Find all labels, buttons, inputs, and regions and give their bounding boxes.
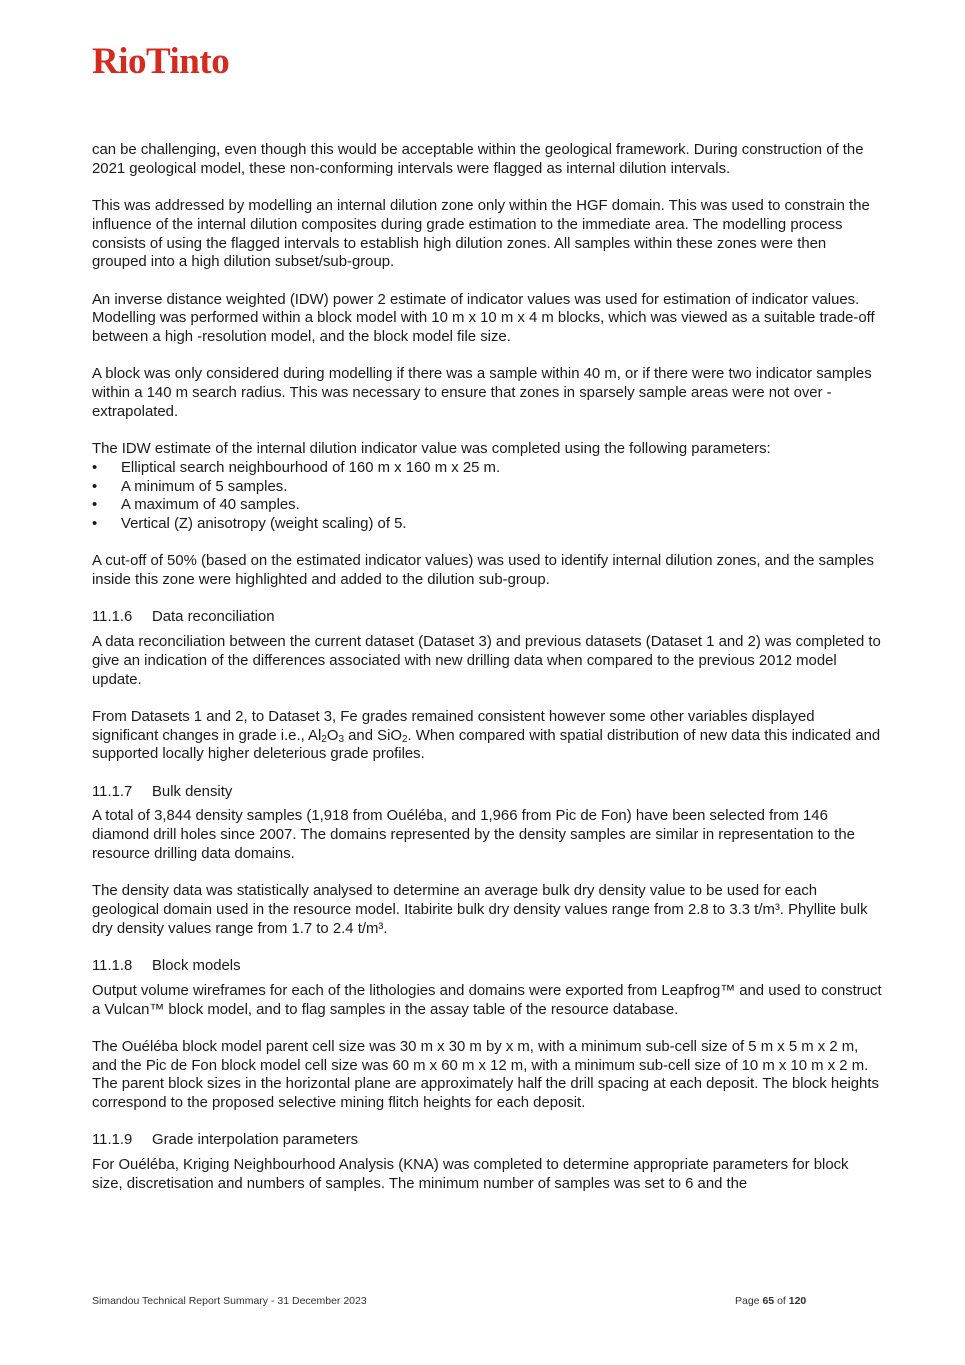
paragraph: A block was only considered during modelling if there was a sample within 40 m, or if there were two indicator samples within a 140 m search radius. This was necessary to ensure that zones in sparsely sample areas were not over -extrapolated. bbox=[92, 366, 872, 420]
subscript: 2 bbox=[321, 733, 327, 745]
list-item: • A minimum of 5 samples. bbox=[92, 478, 882, 497]
footer-document-title: Simandou Technical Report Summary - 31 December 2023 bbox=[92, 1295, 367, 1307]
section-number: 11.1.6 bbox=[92, 609, 133, 626]
page-label: Page bbox=[735, 1295, 760, 1307]
text-run: and SiO bbox=[344, 727, 402, 744]
text-run: From Datasets 1 and 2, to Dataset 3, Fe grades remained consistent however some other variables displayed significant changes in grade i.e., Al bbox=[92, 708, 815, 744]
section-heading-grade-interpolation bbox=[92, 1131, 882, 1150]
rio-tinto-logo: RioTinto bbox=[92, 41, 230, 82]
section-title: Block models bbox=[152, 958, 241, 974]
paragraph: A data reconciliation between the current dataset (Dataset 3) and previous datasets (Dataset 1 and 2) was completed to give an indication of the differences associated with new drilling data when compared to the previous 2012 model update. bbox=[92, 634, 881, 688]
text-run: O bbox=[326, 727, 339, 744]
section-heading-data-reconciliation bbox=[92, 608, 882, 627]
paragraph: can be challenging, even though this would be acceptable within the geological framework. During construction of the 2021 geological model, these non-conforming intervals were flagged as internal dilution intervals. bbox=[92, 142, 864, 177]
page-current: 65 bbox=[762, 1295, 775, 1307]
section-heading-block-models bbox=[92, 957, 882, 976]
section-title: Grade interpolation parameters bbox=[152, 1132, 359, 1149]
document-body bbox=[92, 141, 882, 1212]
subscript: 2 bbox=[401, 733, 408, 745]
text-run: . When compared with spatial distribution of new data this indicated and supported locally higher deleterious grade profiles. bbox=[92, 727, 881, 763]
paragraph: Output volume wireframes for each of the lithologies and domains were exported from Leapfrog™ and used to construct a Vulcan™ block model, and to flag samples in the assay table of the resource database. bbox=[92, 982, 882, 1018]
page-of: of bbox=[777, 1295, 786, 1307]
paragraph: The IDW estimate of the internal dilution indicator value was completed using the following parameters: bbox=[92, 441, 771, 458]
paragraph: For Ouéléba, Kriging Neighbourhood Analysis (KNA) was completed to determine appropriate parameters for block size, discretisation and numbers of samples. The minimum number of samples was set to 6 and the bbox=[92, 1157, 849, 1192]
page-number bbox=[735, 1295, 806, 1307]
paragraph: The density data was statistically analysed to determine an average bulk dry density value to be used for each geological domain used in the resource model. Itabirite bulk dry density values range from 2.8 to 3.3 t/m³. Phyllite bulk dry density values range from 1.7 to 2.4 t/m³. bbox=[92, 883, 868, 937]
paragraph bbox=[92, 708, 882, 764]
subscript: 3 bbox=[338, 733, 345, 745]
list-item: • Elliptical search neighbourhood of 160 m x 160 m x 25 m. bbox=[92, 459, 882, 478]
paragraph: The Ouéléba block model parent cell size was 30 m x 30 m by x m, with a minimum sub-cell size of 5 m x 5 m x 2 m, and the Pic de Fon block model cell size was 60 m x 60 m x 12 m, with a minimum sub-cell size of 10 m x 10 m x 2 m. The parent block sizes in the horizontal plane are approximately half the drill spacing at each deposit. The block heights correspond to the proposed selective mining flitch heights for each deposit. bbox=[92, 1038, 879, 1112]
list-item: • Vertical (Z) anisotropy (weight scaling) of 5. bbox=[92, 515, 882, 534]
section-heading-bulk-density bbox=[92, 783, 882, 802]
list-item: • A maximum of 40 samples. bbox=[92, 496, 882, 515]
section-title: Data reconciliation bbox=[152, 609, 275, 626]
parameter-list bbox=[92, 459, 882, 534]
paragraph: This was addressed by modelling an internal dilution zone only within the HGF domain. This was used to constrain the influence of the internal dilution composites during grade estimation to the immediate area. The modelling process consists of using the flagged intervals to establish high dilution zones. All samples within these zones were then grouped into a high dilution subset/sub-group. bbox=[92, 197, 870, 271]
section-number: 11.1.8 bbox=[92, 958, 133, 974]
page-footer bbox=[92, 1295, 812, 1307]
paragraph: An inverse distance weighted (IDW) power 2 estimate of indicator values was used for estimation of indicator values. Modelling was performed within a block model with 10 m x 10 m x 4 m blocks, which was viewed as a suitable trade-off between a high -resolution model, and the block model file size. bbox=[92, 291, 875, 346]
paragraph: A total of 3,844 density samples (1,918 from Ouéléba, and 1,966 from Pic de Fon) have been selected from 146 diamond drill holes since 2007. The domains represented by the density samples are similar in representation to the resource drilling data domains. bbox=[92, 808, 855, 863]
section-title: Bulk density bbox=[152, 783, 233, 800]
section-number: 11.1.9 bbox=[92, 1132, 133, 1149]
page-total: 120 bbox=[788, 1295, 807, 1307]
paragraph: A cut-off of 50% (based on the estimated indicator values) was used to identify internal dilution zones, and the samples inside this zone were highlighted and added to the dilution sub-group. bbox=[92, 553, 874, 589]
section-number: 11.1.7 bbox=[92, 783, 133, 800]
